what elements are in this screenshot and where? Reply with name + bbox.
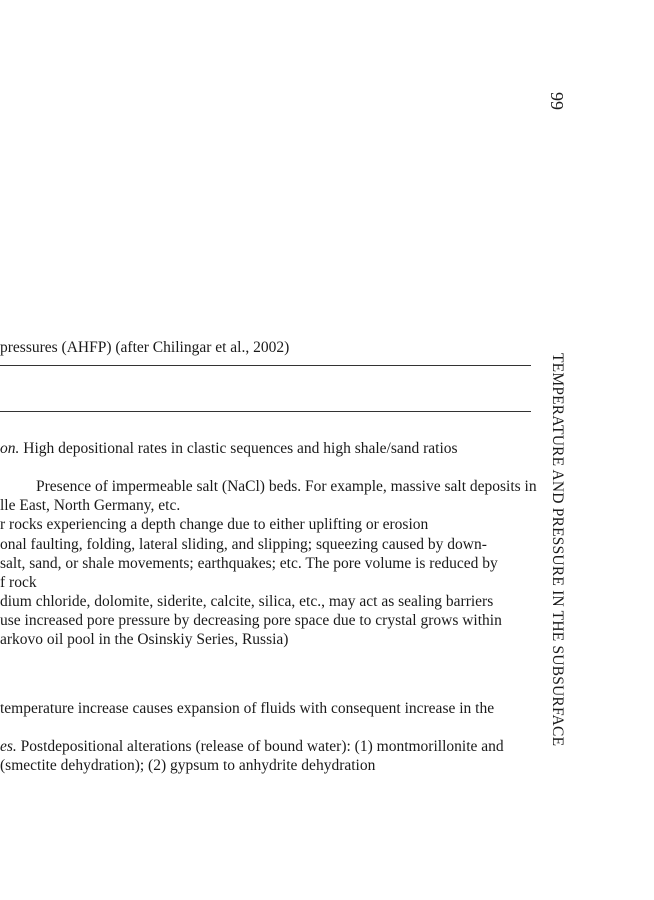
- table-row: [0, 613, 502, 629]
- row-text: Presence of impermeable salt (NaCl) beds. For example, massive salt deposits in: [36, 478, 537, 495]
- row-text: use increased pore pressure by decreasing pore space due to crystal grows within: [0, 612, 502, 629]
- row-italic-text: on.: [0, 440, 20, 457]
- table-row: [0, 701, 494, 717]
- table-row: [0, 517, 428, 533]
- table-row: [0, 739, 504, 755]
- table-header-rule: [0, 411, 531, 412]
- table-top-rule: [0, 365, 531, 366]
- row-text: High depositional rates in clastic sequences and high shale/sand ratios: [19, 440, 458, 457]
- table-row: [0, 758, 375, 774]
- table-row: [0, 575, 37, 591]
- row-text: dium chloride, dolomite, siderite, calcite, silica, etc., may act as sealing barriers: [0, 593, 494, 610]
- row-text: onal faulting, folding, lateral sliding, and slipping; squeezing caused by down-: [0, 536, 487, 553]
- table-row: [0, 632, 288, 648]
- row-text: r rocks experiencing a depth change due to either uplifting or erosion: [0, 516, 429, 533]
- row-text: lle East, North Germany, etc.: [0, 497, 181, 514]
- row-italic-text: es.: [0, 738, 17, 755]
- row-text: Postdepositional alterations (release of bound water): (1) montmorillonite and: [16, 738, 504, 755]
- row-text: temperature increase causes expansion of fluids with consequent increase in the: [0, 700, 495, 717]
- running-head: TEMPERATURE AND PRESSURE IN THE SUBSURFACE: [549, 353, 566, 747]
- table-row: [0, 537, 487, 553]
- table-row: [0, 441, 458, 457]
- row-text: (smectite dehydration); (2) gypsum to anhydrite dehydration: [0, 757, 376, 774]
- row-text: f rock: [0, 574, 37, 591]
- table-row: [0, 594, 493, 610]
- row-text: arkovo oil pool in the Osinskiy Series, Russia): [0, 631, 289, 648]
- table-row: [0, 556, 498, 572]
- table-caption: pressures (AHFP) (after Chilingar et al., 2002): [0, 339, 290, 356]
- table-row: [36, 479, 537, 495]
- page-number: 99: [547, 92, 567, 110]
- row-text: salt, sand, or shale movements; earthquakes; etc. The pore volume is reduced by: [0, 555, 498, 572]
- table-row: [0, 498, 180, 514]
